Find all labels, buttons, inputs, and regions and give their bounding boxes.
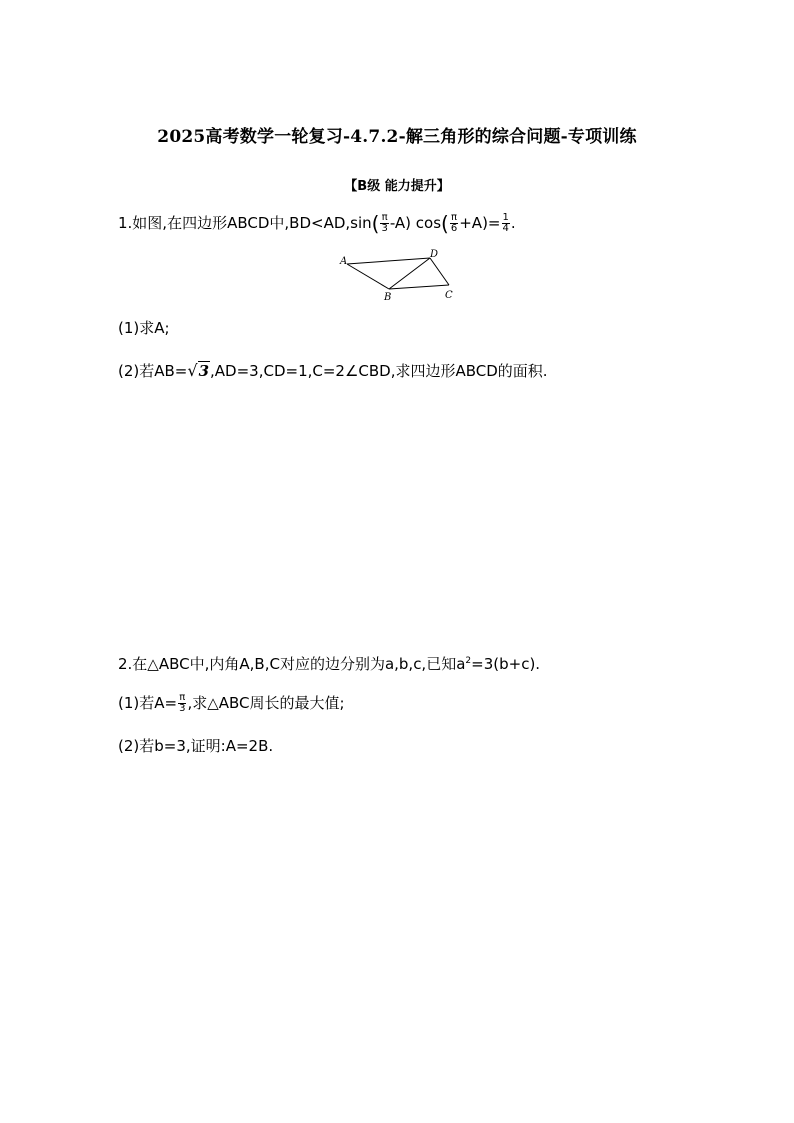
fraction-denominator: 3 xyxy=(179,703,186,714)
q1-part2-post: ,AD=3,CD=1,C=2∠CBD,求四边形ABCD的面积. xyxy=(210,362,548,380)
question-2-part-2: (2)若b=3,证明:A=2B. xyxy=(118,737,274,755)
fraction-denominator: 3 xyxy=(381,223,388,234)
vertex-label-b: B xyxy=(384,292,392,303)
page-title: 2025高考数学一轮复习-4.7.2-解三角形的综合问题-专项训练 xyxy=(157,127,637,147)
equals-sign: = xyxy=(487,214,501,232)
open-paren: ( xyxy=(441,211,449,236)
fraction-one-quarter xyxy=(502,213,510,234)
radical-sign: √ xyxy=(187,361,198,380)
vertex-label-d: D xyxy=(430,249,439,260)
fraction-denominator: 6 xyxy=(450,223,458,234)
fraction-pi-over-6 xyxy=(450,213,458,234)
edge-ad xyxy=(347,258,430,264)
q1-stem-end: . xyxy=(510,214,516,232)
level-heading: 【B级 能力提升】 xyxy=(344,179,450,194)
fraction-numerator: 1 xyxy=(502,212,509,223)
fraction-denominator: 4 xyxy=(502,223,509,234)
vertex-label-c: C xyxy=(445,290,453,301)
q1-stem-text: 1.如图,在四边形ABCD中,BD<AD,sin xyxy=(118,214,372,232)
fraction-numerator: π xyxy=(179,692,186,703)
edge-ab xyxy=(347,264,389,289)
question-1-stem xyxy=(118,213,516,234)
edge-bd xyxy=(389,258,430,289)
fraction-pi-over-3 xyxy=(178,693,186,714)
fraction-numerator: π xyxy=(451,212,458,223)
q2-part1-pre: (1)若A= xyxy=(118,694,178,712)
exponent: 2 xyxy=(465,656,472,666)
quadrilateral-figure xyxy=(338,247,462,305)
fraction-numerator: π xyxy=(381,212,388,223)
question-2-stem xyxy=(118,651,540,674)
radicand: 3 xyxy=(198,362,210,380)
q2-part1-post: ,求△ABC周长的最大值; xyxy=(187,694,345,712)
fraction-pi-over-3 xyxy=(380,213,388,234)
q1-stem-mid2: +A) xyxy=(459,214,488,232)
edge-cd xyxy=(430,258,449,285)
q1-stem-mid1: -A) cos xyxy=(389,214,442,232)
q2-stem-post: =3(b+c). xyxy=(471,655,541,673)
square-root-3 xyxy=(187,361,210,381)
question-1-part-1: (1)求A; xyxy=(118,319,170,337)
vertex-label-a: A xyxy=(340,256,348,267)
q2-stem-pre: 2.在△ABC中,内角A,B,C对应的边分别为a,b,c,已知a xyxy=(118,655,466,673)
edge-bc xyxy=(389,285,449,289)
q1-part2-pre: (2)若AB= xyxy=(118,362,188,380)
question-2-part-1 xyxy=(118,693,345,714)
question-1-part-2 xyxy=(118,361,548,381)
open-paren: ( xyxy=(371,211,380,236)
